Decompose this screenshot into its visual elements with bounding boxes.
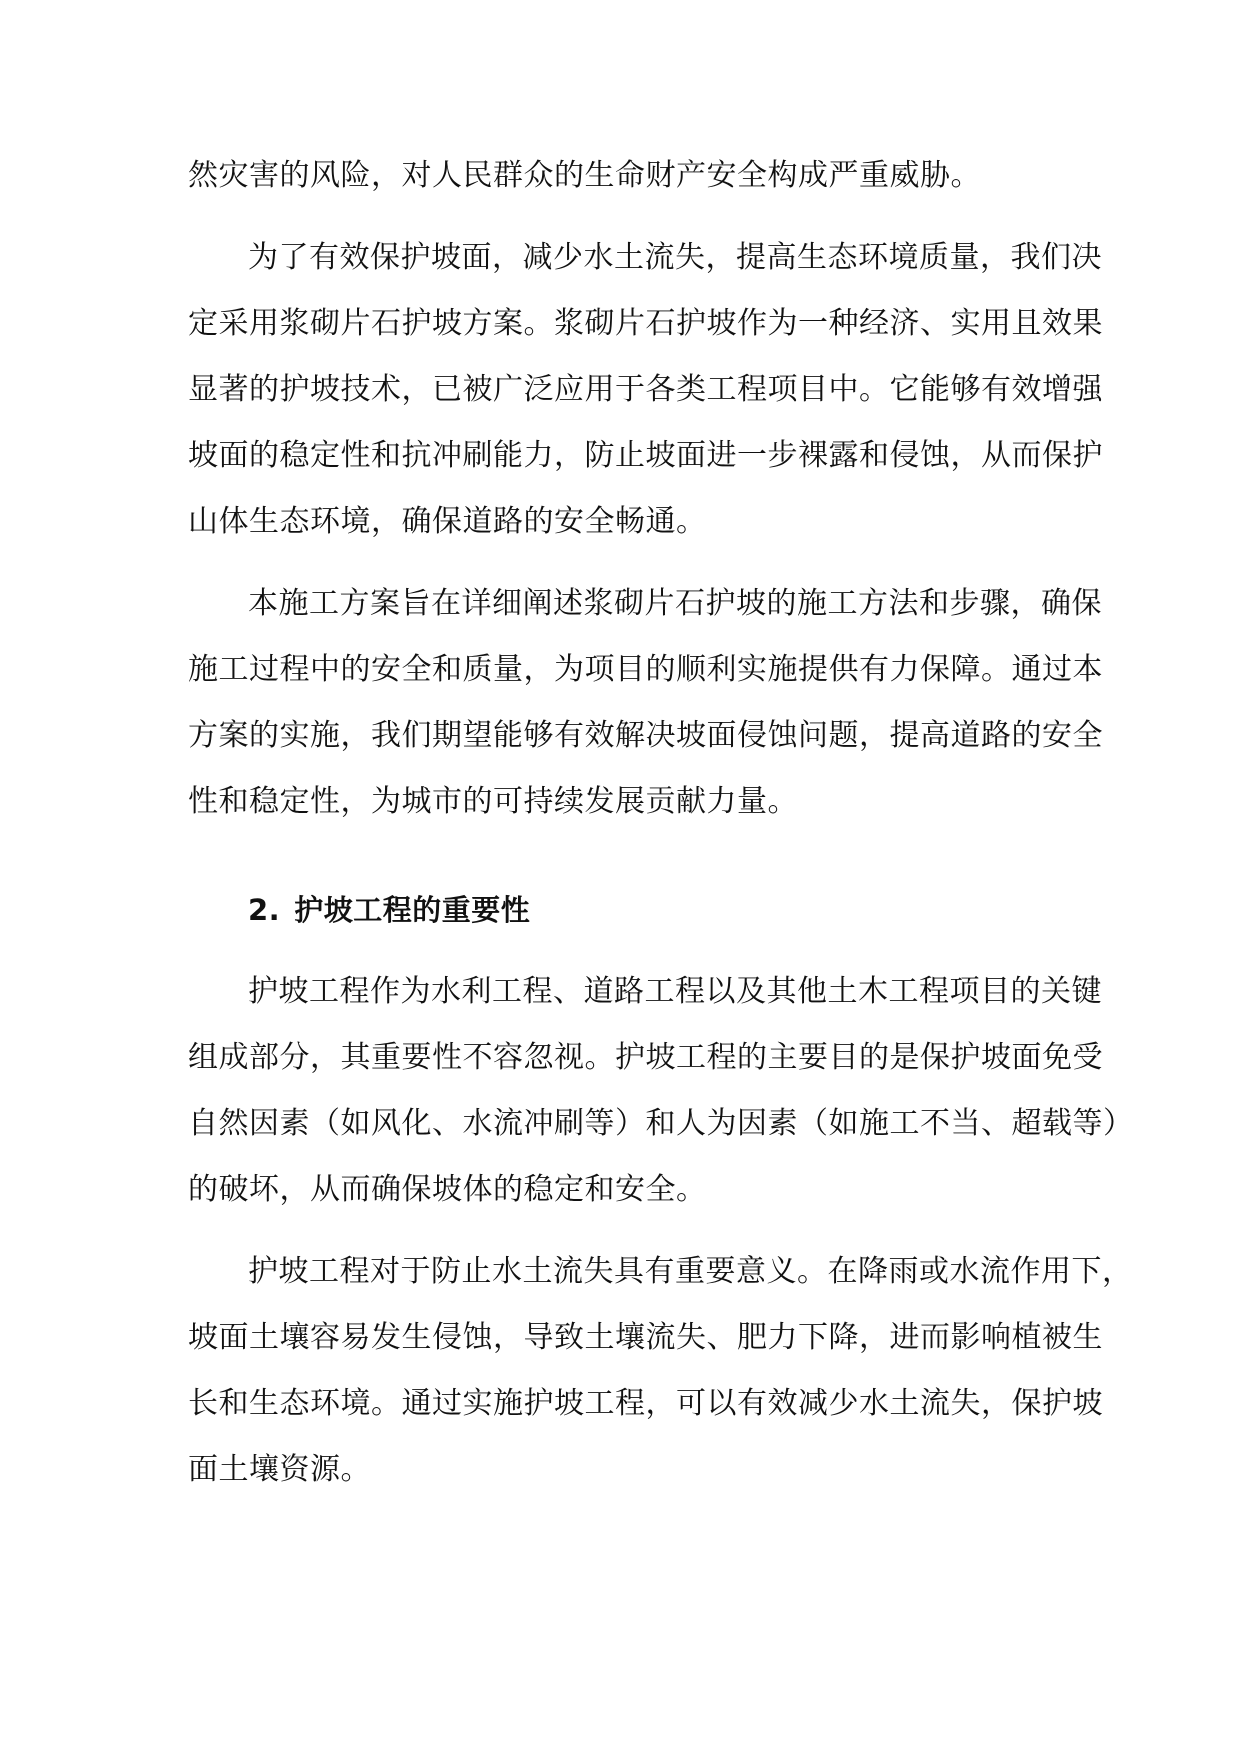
paragraph-line: 护坡工程对于防止水土流失具有重要意义。在降雨或水流作用下， bbox=[248, 1254, 1133, 1289]
paragraph-5 bbox=[188, 1239, 1133, 1503]
paragraph-line: 组成部分，其重要性不容忽视。护坡工程的主要目的是保护坡面免受 bbox=[188, 1040, 1103, 1075]
paragraph-line: 显著的护坡技术，已被广泛应用于各类工程项目中。它能够有效增强 bbox=[188, 372, 1103, 407]
section-title: 护坡工程的重要性 bbox=[294, 893, 531, 927]
paragraph-1 bbox=[188, 143, 1058, 209]
paragraph-line: 定采用浆砌片石护坡方案。浆砌片石护坡作为一种经济、实用且效果 bbox=[188, 306, 1103, 341]
paragraph-line: 施工过程中的安全和质量，为项目的顺利实施提供有力保障。通过本 bbox=[188, 652, 1103, 687]
paragraph-line: 方案的实施，我们期望能够有效解决坡面侵蚀问题，提高道路的安全 bbox=[188, 718, 1103, 753]
paragraph-line: 面土壤资源。 bbox=[188, 1452, 371, 1487]
paragraph-line: 长和生态环境。通过实施护坡工程，可以有效减少水土流失，保护坡 bbox=[188, 1386, 1103, 1421]
paragraph-line: 护坡工程作为水利工程、道路工程以及其他土木工程项目的关键 bbox=[248, 974, 1102, 1009]
paragraph-line: 为了有效保护坡面，减少水土流失，提高生态环境质量，我们决 bbox=[248, 240, 1102, 275]
paragraph-3 bbox=[188, 571, 1103, 835]
section-heading bbox=[188, 877, 1058, 943]
paragraph-line: 然灾害的风险，对人民群众的生命财产安全构成严重威胁。 bbox=[188, 158, 981, 193]
paragraph-line: 自然因素（如风化、水流冲刷等）和人为因素（如施工不当、超载等） bbox=[188, 1106, 1134, 1141]
paragraph-line: 的破坏，从而确保坡体的稳定和安全。 bbox=[188, 1172, 707, 1207]
paragraph-line: 山体生态环境，确保道路的安全畅通。 bbox=[188, 504, 707, 539]
paragraph-line: 本施工方案旨在详细阐述浆砌片石护坡的施工方法和步骤，确保 bbox=[248, 586, 1102, 621]
paragraph-2 bbox=[188, 225, 1103, 555]
document-body bbox=[188, 143, 1134, 1519]
paragraph-line: 坡面土壤容易发生侵蚀，导致土壤流失、肥力下降，进而影响植被生 bbox=[188, 1320, 1103, 1355]
paragraph-line: 坡面的稳定性和抗冲刷能力，防止坡面进一步裸露和侵蚀，从而保护 bbox=[188, 438, 1103, 473]
paragraph-4 bbox=[188, 959, 1134, 1223]
paragraph-line: 性和稳定性，为城市的可持续发展贡献力量。 bbox=[188, 784, 798, 819]
section-number: 2. bbox=[248, 893, 281, 927]
